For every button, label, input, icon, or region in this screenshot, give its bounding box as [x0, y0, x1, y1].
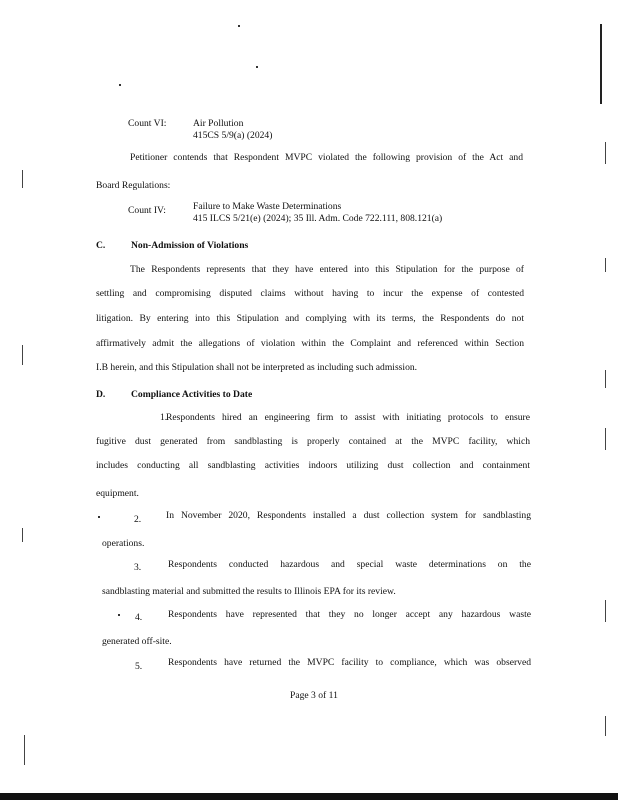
- item-number: 3.: [134, 562, 142, 573]
- scan-edge-mark: [605, 716, 606, 736]
- section-c-line: settling and compromising disputed claims without having to incur the expense of contested: [96, 288, 524, 299]
- petitioner-intro-line1: Petitioner contends that Respondent MVPC violated the following provision of the Act and: [130, 152, 523, 163]
- item-text: operations.: [102, 538, 145, 549]
- page-number: Page 3 of 11: [290, 690, 338, 701]
- scan-edge-mark: [605, 370, 606, 388]
- section-c-line: litigation. By entering into this Stipulation and complying with its terms, the Respondents do not: [96, 313, 524, 324]
- section-c-line: affirmatively admit the allegations of violation within the Complaint and referenced within Section: [96, 338, 524, 349]
- section-c-line: I.B herein, and this Stipulation shall not be interpreted as including such admission.: [96, 362, 418, 373]
- scan-edge-mark: [24, 735, 25, 765]
- scan-edge-mark: [605, 600, 606, 622]
- item-text: Respondents have represented that they no longer accept any hazardous waste: [168, 609, 531, 620]
- scan-edge-mark: [605, 428, 606, 450]
- item-text: includes conducting all sandblasting activities indoors utilizing dust collection and containment: [96, 460, 530, 471]
- item-text: Respondents hired an engineering firm to assist with initiating protocols to ensure: [166, 412, 530, 423]
- item-text: fugitive dust generated from sandblasting is properly contained at the MVPC facility, which: [96, 436, 530, 447]
- scan-edge-mark: [22, 528, 23, 542]
- scan-speck: [238, 25, 240, 27]
- scan-edge-mark: [600, 24, 602, 104]
- count-vi-citation: 415CS 5/9(a) (2024): [193, 130, 273, 141]
- count-iv-citation: 415 ILCS 5/21(e) (2024); 35 Ill. Adm. Code 722.111, 808.121(a): [193, 213, 443, 224]
- scan-edge-mark: [22, 170, 23, 188]
- item-text: equipment.: [96, 488, 139, 499]
- count-iv-title: Failure to Make Waste Determinations: [193, 201, 342, 212]
- section-d-letter: D.: [96, 389, 106, 400]
- item-number: 2.: [134, 514, 142, 525]
- item-text: sandblasting material and submitted the results to Illinois EPA for its review.: [102, 586, 396, 597]
- item-number: 5.: [135, 661, 143, 672]
- section-c-line: The Respondents represents that they have entered into this Stipulation for the purpose of: [130, 264, 524, 275]
- item-text: In November 2020, Respondents installed a dust collection system for sandblasting: [166, 510, 531, 521]
- section-d-heading: Compliance Activities to Date: [131, 389, 253, 400]
- petitioner-intro-line2: Board Regulations:: [96, 180, 171, 191]
- item-number: 4.: [135, 612, 143, 623]
- count-vi-label: Count VI:: [128, 118, 167, 129]
- scan-speck: [256, 66, 258, 68]
- scan-edge-mark: [605, 142, 606, 164]
- section-c-letter: C.: [96, 240, 106, 251]
- item-text: Respondents conducted hazardous and special waste determinations on the: [168, 559, 531, 570]
- count-iv-label: Count IV:: [128, 205, 166, 216]
- scan-bottom-edge: [0, 793, 618, 800]
- count-vi-title: Air Pollution: [193, 118, 244, 129]
- scan-edge-mark: [22, 345, 23, 365]
- scan-edge-mark: [605, 258, 606, 272]
- item-text: Respondents have returned the MVPC facility to compliance, which was observed: [168, 657, 531, 668]
- scan-speck: [98, 516, 100, 518]
- section-c-heading: Non-Admission of Violations: [131, 240, 249, 251]
- item-number: 1.: [160, 412, 168, 423]
- scan-speck: [118, 614, 120, 616]
- scan-speck: [119, 84, 121, 86]
- item-text: generated off-site.: [102, 636, 172, 647]
